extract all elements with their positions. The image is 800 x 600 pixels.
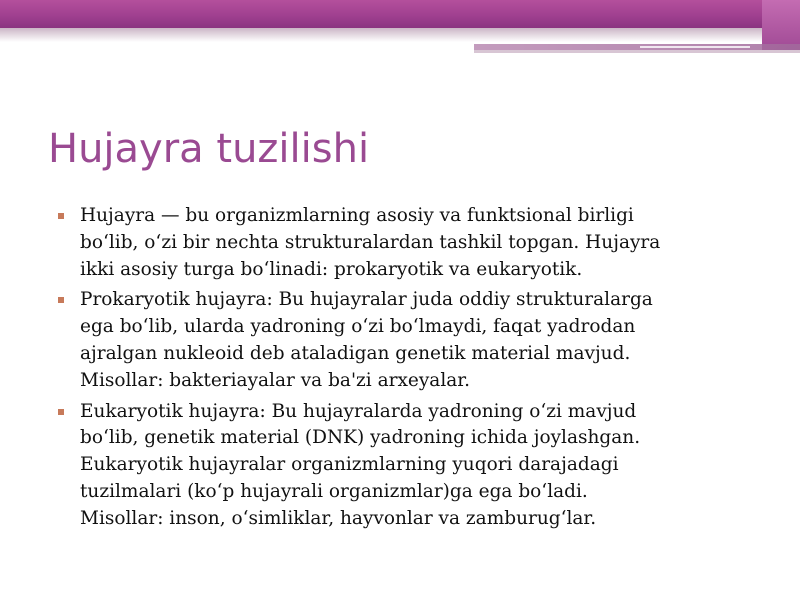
bullet-square-icon <box>58 297 64 303</box>
header-banner <box>0 0 800 28</box>
bullet-text-line: boʻlib, oʻzi bir nechta strukturalardan tashkil topgan. Hujayra <box>80 231 661 253</box>
header-accent-line-light <box>474 50 800 53</box>
header-highlight-streak <box>640 46 750 48</box>
bullet-text-line: ega boʻlib, ularda yadroning oʻzi boʻlmaydi, faqat yadrodan <box>80 316 636 338</box>
bullet-text-line: Misollar: bakteriayalar va ba'zi arxeyalar. <box>80 369 470 391</box>
bullet-text-line: ikki asosiy turga boʻlinadi: prokaryotik va eukaryotik. <box>80 258 583 280</box>
bullet-text-line: Hujayra — bu organizmlarning asosiy va funktsional birligi <box>80 205 634 226</box>
bullet-text-line: Eukaryotik hujayra: Bu hujayralarda yadroning oʻzi mavjud <box>80 400 637 422</box>
bullet-item <box>58 287 758 394</box>
bullet-square-icon <box>58 213 64 219</box>
bullet-text-line: Prokaryotik hujayra: Bu hujayralar juda oddiy strukturalarga <box>80 289 653 311</box>
bullet-list <box>58 203 758 537</box>
slide-title: Hujayra tuzilishi <box>48 126 370 172</box>
bullet-text-line: tuzilmalari (koʻp hujayrali organizmlar)ga ega boʻladi. <box>80 480 588 502</box>
bullet-square-icon <box>58 409 64 415</box>
bullet-text-line: Misollar: inson, oʻsimliklar, hayvonlar va zamburugʻlar. <box>80 507 597 529</box>
bullet-text-line: ajralgan nukleoid deb ataladigan genetik material mavjud. <box>80 342 631 364</box>
bullet-item <box>58 203 758 283</box>
bullet-text-line: boʻlib, genetik material (DNK) yadroning ichida joylashgan. <box>80 427 641 449</box>
header-banner-shadow <box>0 28 800 42</box>
bullet-item <box>58 399 758 533</box>
header-banner-right-block <box>762 0 800 50</box>
bullet-text-line: Eukaryotik hujayralar organizmlarning yuqori darajadagi <box>80 454 619 476</box>
